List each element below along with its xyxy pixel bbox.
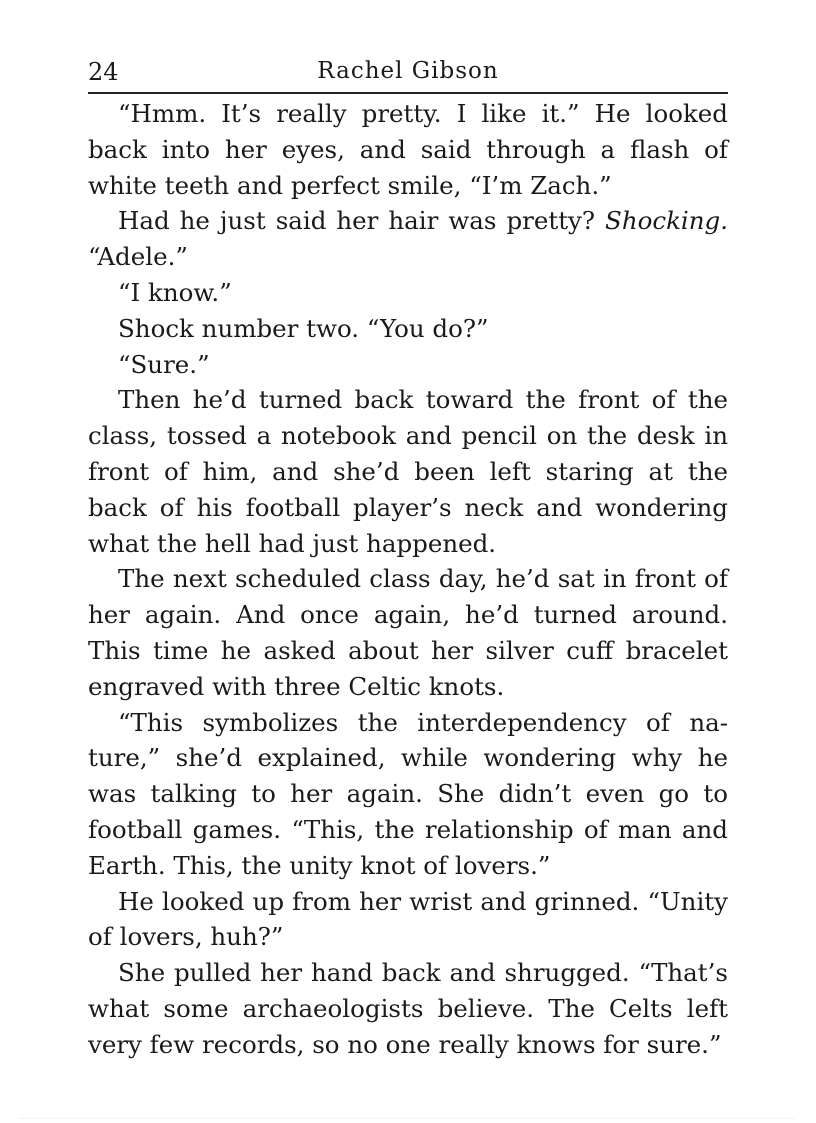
paragraph: “This symbolizes the interdependency of nature,” she’d explained, while wondering why he was talking to her again. She didn’t even go to football games. “This, the relationship of man and Earth. This, the unity knot of lovers.” (88, 707, 728, 880)
emphasis-text: Shocking. (605, 206, 728, 236)
paragraph-text: Had he just said her hair was pretty? (118, 206, 606, 236)
paragraph: Then he’d turned back toward the front of the class, tossed a notebook and pencil on the desk in front of him, and she’d been left staring at the back of his football player’s neck and wondering what the hell had just happened. (88, 385, 728, 558)
paragraph: “I know.” (118, 277, 232, 307)
paragraph: She pulled her hand back and shrugged. “That’s what some archaeologists believe. The Celts left very few records, so no one really knows for sure.” (88, 958, 728, 1059)
running-head-author: Rachel Gibson (317, 58, 499, 84)
header-rule (88, 92, 728, 94)
footer-divider (20, 1118, 796, 1119)
paragraph: Shock number two. “You do?” (118, 313, 489, 343)
body-text (88, 96, 728, 1063)
paragraph: “Hmm. It’s really pretty. I like it.” He looked back into her eyes, and said through a flash of white teeth and perfect smile, “I’m Zach.” (88, 99, 728, 200)
paragraph (88, 203, 728, 275)
page-header (88, 56, 728, 92)
page-number: 24 (88, 58, 119, 86)
paragraph: “Sure.” (118, 349, 210, 379)
paragraph: The next scheduled class day, he’d sat in front of her again. And once again, he’d turned around. This time he asked about her silver cuff bracelet engraved with three Celtic knots. (88, 564, 728, 701)
paragraph-text: “Adele.” (88, 242, 188, 272)
paragraph: He looked up from her wrist and grinned. “Unity of lovers, huh?” (88, 886, 728, 952)
